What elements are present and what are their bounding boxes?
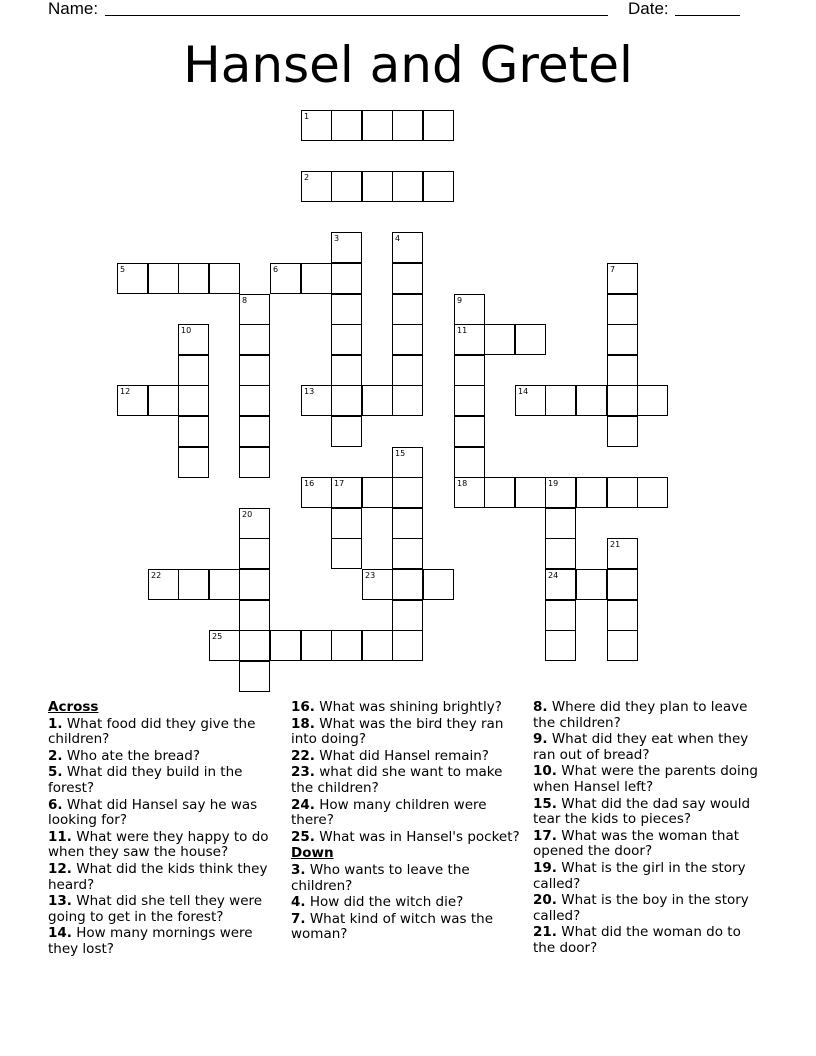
grid-cell[interactable] <box>239 600 270 631</box>
cell-number: 8 <box>242 296 248 305</box>
grid-cell[interactable] <box>148 385 179 416</box>
cell-number: 17 <box>334 479 345 488</box>
cell-number: 25 <box>212 632 223 641</box>
date-label: Date: <box>628 0 669 18</box>
clue-down-17 <box>533 829 765 860</box>
clue-text: What did they build in the forest? <box>48 764 243 796</box>
clue-number: 6. <box>48 796 63 813</box>
cell-number: 7 <box>610 265 616 274</box>
clue-across-14 <box>48 926 280 957</box>
clue-column-1 <box>48 700 280 959</box>
clue-text: What were the parents doing when Hansel left? <box>533 763 758 795</box>
clue-across-25 <box>291 830 523 846</box>
grid-cell[interactable] <box>545 569 576 600</box>
clue-text: How many children were there? <box>291 796 487 829</box>
clue-across-23 <box>291 765 523 796</box>
grid-cell[interactable] <box>362 110 393 141</box>
grid-cell[interactable] <box>423 171 454 202</box>
name-label: Name: <box>48 0 99 18</box>
grid-cell[interactable] <box>607 385 638 416</box>
cell-number: 23 <box>365 571 376 580</box>
clue-across-13 <box>48 894 280 925</box>
grid-cell[interactable] <box>392 171 423 202</box>
grid-cell[interactable] <box>209 263 240 294</box>
grid-cell[interactable] <box>178 385 209 416</box>
grid-cell[interactable] <box>515 477 546 508</box>
clue-down-7 <box>291 912 523 943</box>
grid-cell[interactable] <box>331 477 362 508</box>
grid-cell[interactable] <box>239 447 270 478</box>
grid-cell[interactable] <box>484 324 515 355</box>
cell-number: 3 <box>334 234 340 243</box>
clue-text: What is the boy in the story called? <box>533 892 749 924</box>
clue-text: How many mornings were they lost? <box>48 925 253 957</box>
clue-number: 3. <box>291 861 306 878</box>
cell-number: 14 <box>518 387 529 396</box>
grid-cell[interactable] <box>362 385 393 416</box>
clue-across-6 <box>48 798 280 829</box>
grid-cell[interactable] <box>576 569 607 600</box>
grid-cell[interactable] <box>239 508 270 539</box>
clue-number: 1. <box>48 715 63 732</box>
grid-cell[interactable] <box>301 385 332 416</box>
clue-text: What did the kids think they heard? <box>48 860 268 893</box>
clue-down-3 <box>291 863 523 894</box>
clue-number: 5. <box>48 764 63 781</box>
grid-cell[interactable] <box>607 263 638 294</box>
clue-across-18 <box>291 717 523 748</box>
clue-across-22 <box>291 749 523 765</box>
clue-down-9 <box>533 732 765 763</box>
grid-cell[interactable] <box>331 110 362 141</box>
grid-cell[interactable] <box>239 569 270 600</box>
grid-cell[interactable] <box>607 324 638 355</box>
clue-across-16 <box>291 700 523 716</box>
clue-across-5 <box>48 765 280 796</box>
clue-down-21 <box>533 925 765 956</box>
grid-cell[interactable] <box>239 630 270 661</box>
grid-cell[interactable] <box>362 477 393 508</box>
grid-cell[interactable] <box>454 324 485 355</box>
grid-cell[interactable] <box>209 630 240 661</box>
grid-cell[interactable] <box>392 508 423 539</box>
grid-cell[interactable] <box>392 630 423 661</box>
clue-text: What did they eat when they ran out of bread? <box>533 731 749 763</box>
grid-cell[interactable] <box>331 324 362 355</box>
grid-cell[interactable] <box>301 171 332 202</box>
grid-cell[interactable] <box>392 355 423 386</box>
clue-number: 16. <box>291 699 315 715</box>
grid-cell[interactable] <box>392 477 423 508</box>
clue-text: What kind of witch was the woman? <box>291 910 494 943</box>
grid-cell[interactable] <box>331 171 362 202</box>
grid-cell[interactable] <box>515 385 546 416</box>
grid-cell[interactable] <box>239 355 270 386</box>
clue-text: What did the woman do to the door? <box>533 924 741 956</box>
clue-text: What were they happy to do when they saw the house? <box>48 828 269 861</box>
grid-cell[interactable] <box>331 263 362 294</box>
grid-cell[interactable] <box>209 569 240 600</box>
grid-cell[interactable] <box>301 477 332 508</box>
grid-cell[interactable] <box>178 416 209 447</box>
grid-cell[interactable] <box>637 477 668 508</box>
grid-cell[interactable] <box>454 355 485 386</box>
grid-cell[interactable] <box>362 569 393 600</box>
grid-cell[interactable] <box>392 600 423 631</box>
grid-cell[interactable] <box>331 232 362 263</box>
clue-text: What was in Hansel's pocket? <box>319 828 520 845</box>
clue-number: 13. <box>48 893 72 910</box>
clue-text: What food did they give the children? <box>48 715 256 748</box>
cell-number: 9 <box>457 296 463 305</box>
clue-number: 19. <box>533 859 557 876</box>
clue-number: 22. <box>291 747 315 764</box>
cell-number: 20 <box>242 510 253 519</box>
cell-number: 10 <box>181 326 192 335</box>
grid-cell[interactable] <box>239 385 270 416</box>
clue-across-12 <box>48 862 280 893</box>
grid-cell[interactable] <box>607 600 638 631</box>
grid-cell[interactable] <box>607 569 638 600</box>
clue-text: what did she want to make the children? <box>291 764 503 796</box>
clue-number: 2. <box>48 747 63 764</box>
grid-cell[interactable] <box>392 232 423 263</box>
cell-number: 19 <box>548 479 559 488</box>
clue-down-10 <box>533 764 765 795</box>
clue-text: What did Hansel say he was looking for? <box>48 796 258 829</box>
clue-number: 7. <box>291 910 306 927</box>
grid-cell[interactable] <box>576 477 607 508</box>
grid-cell[interactable] <box>392 324 423 355</box>
grid-cell[interactable] <box>392 538 423 569</box>
clue-column-2 <box>291 700 523 944</box>
grid-cell[interactable] <box>392 294 423 325</box>
clue-down-19 <box>533 861 765 892</box>
grid-cell[interactable] <box>454 294 485 325</box>
cell-number: 16 <box>304 479 315 488</box>
grid-cell[interactable] <box>331 355 362 386</box>
clue-text: Who ate the bread? <box>66 747 201 764</box>
cell-number: 1 <box>304 112 310 121</box>
clue-number: 24. <box>291 796 315 813</box>
grid-cell[interactable] <box>117 385 148 416</box>
grid-cell[interactable] <box>301 110 332 141</box>
grid-cell[interactable] <box>362 171 393 202</box>
grid-cell[interactable] <box>392 263 423 294</box>
cell-number: 22 <box>151 571 162 580</box>
grid-cell[interactable] <box>362 630 393 661</box>
grid-cell[interactable] <box>148 569 179 600</box>
clue-across-11 <box>48 830 280 861</box>
grid-cell[interactable] <box>239 294 270 325</box>
down-heading: Down <box>291 845 334 862</box>
clue-number: 17. <box>533 827 557 844</box>
clue-number: 14. <box>48 925 72 942</box>
grid-cell[interactable] <box>545 538 576 569</box>
cell-number: 6 <box>273 265 279 274</box>
grid-cell[interactable] <box>454 385 485 416</box>
clue-number: 12. <box>48 860 72 877</box>
grid-cell[interactable] <box>331 385 362 416</box>
grid-cell[interactable] <box>515 324 546 355</box>
cell-number: 13 <box>304 387 315 396</box>
clue-text: What did Hansel remain? <box>319 747 489 764</box>
clue-text: What did she tell they were going to get in the forest? <box>48 893 263 925</box>
grid-cell[interactable] <box>331 416 362 447</box>
clue-text: How did the witch die? <box>309 894 464 911</box>
clue-down-8 <box>533 700 765 731</box>
grid-cell[interactable] <box>331 508 362 539</box>
grid-cell[interactable] <box>545 600 576 631</box>
grid-cell[interactable] <box>392 385 423 416</box>
page-title: Hansel and Gretel <box>183 36 633 94</box>
clue-down-20 <box>533 893 765 924</box>
cell-number: 2 <box>304 173 310 182</box>
cell-number: 15 <box>395 449 406 458</box>
clue-text: Where did they plan to leave the children? <box>533 699 748 731</box>
cell-number: 4 <box>395 234 401 243</box>
grid-cell[interactable] <box>545 508 576 539</box>
clue-text: What did the dad say would tear the kids to pieces? <box>533 795 751 828</box>
clue-column-3 <box>533 700 765 958</box>
grid-cell[interactable] <box>392 569 423 600</box>
grid-cell[interactable] <box>178 447 209 478</box>
grid-cell[interactable] <box>239 661 270 692</box>
clue-number: 8. <box>533 699 548 715</box>
grid-cell[interactable] <box>607 477 638 508</box>
clue-down-15 <box>533 797 765 828</box>
grid-cell[interactable] <box>270 263 301 294</box>
grid-cell[interactable] <box>607 355 638 386</box>
grid-cell[interactable] <box>178 324 209 355</box>
grid-cell[interactable] <box>301 263 332 294</box>
grid-cell[interactable] <box>454 416 485 447</box>
grid-cell[interactable] <box>545 385 576 416</box>
grid-cell[interactable] <box>545 477 576 508</box>
clue-number: 21. <box>533 924 557 941</box>
across-heading: Across <box>48 699 99 715</box>
grid-cell[interactable] <box>178 355 209 386</box>
clue-number: 4. <box>291 894 306 911</box>
clue-number: 9. <box>533 731 548 748</box>
grid-cell[interactable] <box>178 569 209 600</box>
clue-number: 10. <box>533 763 557 780</box>
cell-number: 21 <box>610 540 621 549</box>
grid-cell[interactable] <box>637 385 668 416</box>
cell-number: 12 <box>120 387 131 396</box>
grid-cell[interactable] <box>331 294 362 325</box>
grid-cell[interactable] <box>484 477 515 508</box>
clue-across-2 <box>48 749 280 765</box>
cell-number: 5 <box>120 265 126 274</box>
clue-number: 20. <box>533 892 557 909</box>
grid-cell[interactable] <box>392 447 423 478</box>
grid-cell[interactable] <box>239 538 270 569</box>
grid-cell[interactable] <box>454 447 485 478</box>
clue-across-24 <box>291 798 523 829</box>
grid-cell[interactable] <box>576 385 607 416</box>
clue-text: What is the girl in the story called? <box>533 859 746 892</box>
grid-cell[interactable] <box>178 263 209 294</box>
grid-cell[interactable] <box>607 538 638 569</box>
clue-number: 25. <box>291 828 315 845</box>
grid-cell[interactable] <box>607 416 638 447</box>
grid-cell[interactable] <box>545 630 576 661</box>
grid-cell[interactable] <box>117 263 148 294</box>
cell-number: 11 <box>457 326 468 335</box>
grid-cell[interactable] <box>331 538 362 569</box>
cell-number: 18 <box>457 479 468 488</box>
grid-cell[interactable] <box>331 630 362 661</box>
grid-cell[interactable] <box>301 630 332 661</box>
grid-cell[interactable] <box>454 477 485 508</box>
clue-number: 18. <box>291 715 315 732</box>
clue-number: 15. <box>533 795 557 812</box>
grid-cell[interactable] <box>607 294 638 325</box>
clue-number: 11. <box>48 828 72 845</box>
clue-text: What was the bird they ran into doing? <box>291 715 504 748</box>
cell-number: 24 <box>548 571 559 580</box>
clue-text: What was shining brightly? <box>319 699 502 715</box>
grid-cell[interactable] <box>607 630 638 661</box>
clue-number: 23. <box>291 764 315 781</box>
grid-cell[interactable] <box>423 110 454 141</box>
grid-cell[interactable] <box>270 630 301 661</box>
clue-down-4 <box>291 895 523 911</box>
grid-cell[interactable] <box>239 324 270 355</box>
clue-text: Who wants to leave the children? <box>291 861 470 894</box>
grid-cell[interactable] <box>392 110 423 141</box>
grid-cell[interactable] <box>423 569 454 600</box>
grid-cell[interactable] <box>239 416 270 447</box>
clue-across-1 <box>48 717 280 748</box>
clue-text: What was the woman that opened the door? <box>533 827 740 860</box>
grid-cell[interactable] <box>148 263 179 294</box>
